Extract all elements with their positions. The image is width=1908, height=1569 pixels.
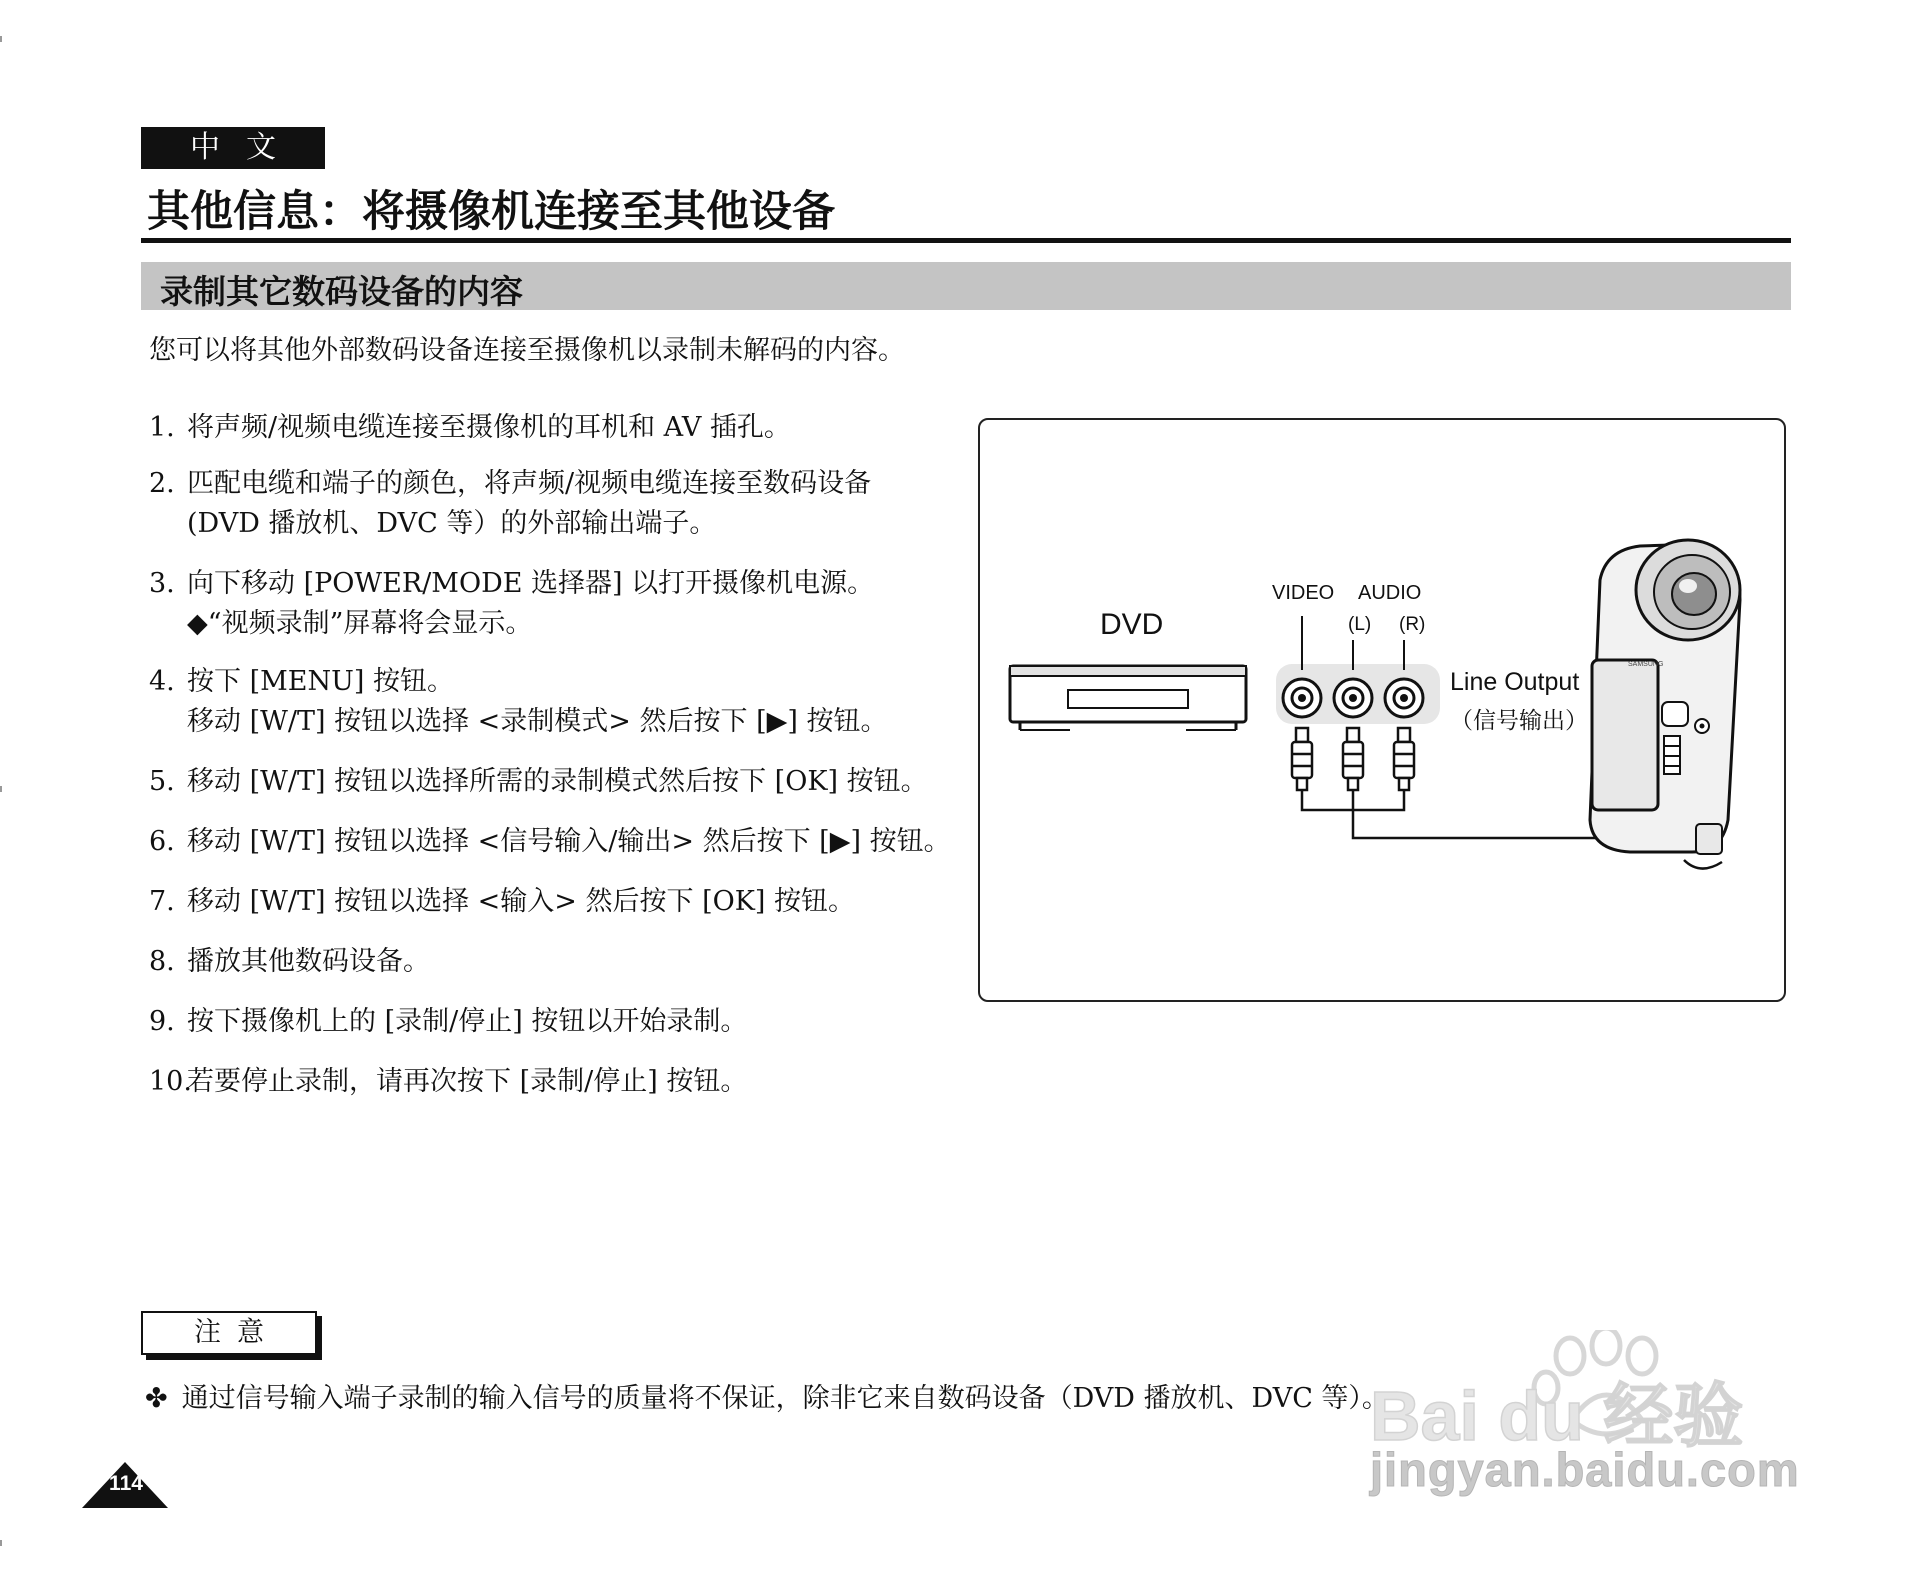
step-text: 按下 [MENU] 按钮。 xyxy=(187,666,454,697)
note-text xyxy=(145,1376,1389,1415)
step-number: 3. xyxy=(149,568,175,599)
note-body: 通过信号输入端子录制的输入信号的质量将不保证，除非它来自数码设备（DVD 播放机、DVC 等）。 xyxy=(181,1383,1389,1414)
step-text: 移动 [W/T] 按钮以选择所需的录制模式然后按下 [OK] 按钮。 xyxy=(187,766,928,797)
dvd-label: DVD xyxy=(1100,608,1164,641)
step-6 xyxy=(149,822,951,862)
language-tab: 中文 xyxy=(141,127,325,169)
step-10 xyxy=(149,1062,747,1102)
dvd-player-icon xyxy=(1010,666,1246,730)
crop-mark xyxy=(0,36,2,42)
cable-icon xyxy=(1302,790,1620,838)
step-number: 6. xyxy=(149,826,175,857)
audio-label: AUDIO xyxy=(1358,582,1422,604)
page-number: 114 xyxy=(109,1472,143,1495)
step-4 xyxy=(149,662,888,742)
camcorder-icon xyxy=(1590,540,1740,869)
crop-mark xyxy=(0,1540,2,1546)
camcorder-brand-text: SAMSUNG xyxy=(1628,661,1664,668)
step-text: 匹配电缆和端子的颜色，将声频/视频电缆连接至数码设备 xyxy=(187,468,872,499)
line-output-cn-label: （信号输出） xyxy=(1450,708,1588,734)
step-5 xyxy=(149,762,928,802)
video-label: VIDEO xyxy=(1272,582,1335,604)
step-text: 将声频/视频电缆连接至摄像机的耳机和 AV 插孔。 xyxy=(187,412,791,443)
step-3 xyxy=(149,564,874,644)
clover-bullet-icon: ✤ xyxy=(145,1383,168,1414)
crop-mark xyxy=(0,786,2,792)
step-text-continued: (DVD 播放机、DVC 等）的外部输出端子。 xyxy=(187,508,717,539)
step-1 xyxy=(149,408,791,448)
step-number: 1. xyxy=(149,412,175,443)
section-title: 录制其它数码设备的内容 xyxy=(160,272,523,311)
step-7 xyxy=(149,882,855,922)
title-divider xyxy=(141,238,1791,243)
baidu-paw-watermark-icon xyxy=(1360,1330,1820,1450)
note-tab: 注意 xyxy=(141,1311,317,1355)
section-header xyxy=(141,262,1791,310)
page-title: 其他信息：将摄像机连接至其他设备 xyxy=(147,187,835,237)
step-text: 播放其他数码设备。 xyxy=(187,946,430,977)
rca-plugs-icon xyxy=(1292,728,1414,790)
step-number: 2. xyxy=(149,468,175,499)
step-text: 移动 [W/T] 按钮以选择 <输入> 然后按下 [OK] 按钮。 xyxy=(187,886,856,917)
step-number: 7. xyxy=(149,886,175,917)
connection-diagram-drawing xyxy=(980,420,1786,1002)
step-number: 9. xyxy=(149,1006,175,1037)
step-number: 8. xyxy=(149,946,175,977)
step-2 xyxy=(149,464,871,544)
step-text-continued: 移动 [W/T] 按钮以选择 <录制模式> 然后按下 [▶] 按钮。 xyxy=(187,706,888,737)
intro-text: 您可以将其他外部数码设备连接至摄像机以录制未解码的内容。 xyxy=(149,335,905,366)
step-number: 10. xyxy=(149,1066,192,1097)
step-9 xyxy=(149,1002,747,1042)
step-number: 5. xyxy=(149,766,175,797)
step-text: 若要停止录制，请再次按下 [录制/停止] 按钮。 xyxy=(187,1066,748,1097)
step-result: ◆“视频录制”屏幕将会显示。 xyxy=(187,608,533,639)
step-text: 移动 [W/T] 按钮以选择 <信号输入/输出> 然后按下 [▶] 按钮。 xyxy=(187,826,951,857)
step-number: 4. xyxy=(149,666,175,697)
audio-left-label: (L) xyxy=(1348,614,1372,635)
audio-right-label: (R) xyxy=(1399,614,1426,635)
step-text: 向下移动 [POWER/MODE 选择器] 以打开摄像机电源。 xyxy=(187,568,875,599)
watermark-url: jingyan.baidu.com xyxy=(1370,1443,1800,1496)
line-output-label: Line Output xyxy=(1450,668,1580,696)
connection-diagram xyxy=(978,418,1786,1002)
step-text: 按下摄像机上的 [录制/停止] 按钮以开始录制。 xyxy=(187,1006,748,1037)
step-8 xyxy=(149,942,430,982)
watermark-brand: Bai du 经验 xyxy=(1370,1377,1744,1450)
